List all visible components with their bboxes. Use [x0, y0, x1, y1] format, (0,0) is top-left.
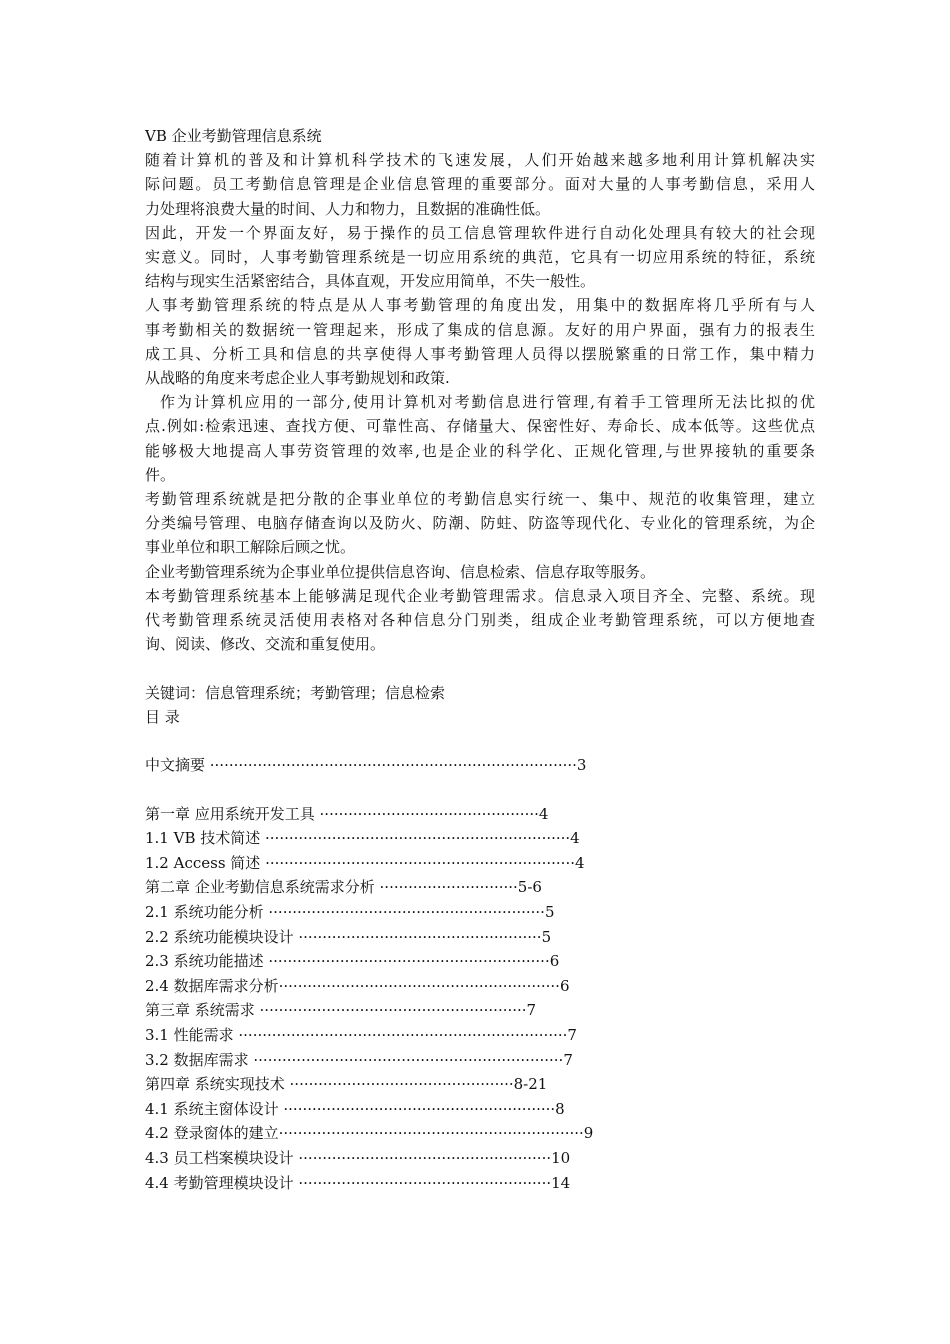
paragraph-line: 随着计算机的普及和计算机科学技术的飞速发展，人们开始越来越多地利用计算机解决实 — [145, 151, 815, 170]
paragraph — [145, 390, 815, 487]
toc-entry: 2.3 系统功能描述 ···························································6 — [145, 952, 560, 971]
toc-entry: 第四章 系统实现技术 ···············································8-21 — [145, 1075, 548, 1094]
document-page — [145, 124, 815, 1195]
paragraph-line: 代考勤管理系统灵活使用表格对各种信息分门别类，组成企业考勤管理系统，可以方便地查 — [145, 611, 815, 630]
keywords-line: 关键词：信息管理系统；考勤管理；信息检索 — [145, 683, 446, 702]
paragraph-line: 企业考勤管理系统为企事业单位提供信息咨询、信息检索、信息存取等服务。 — [145, 562, 656, 581]
document-title: VB 企业考勤管理信息系统 — [145, 127, 322, 145]
spacer — [145, 656, 815, 680]
toc-entry: 2.2 系统功能模块设计 ···················································5 — [145, 927, 552, 946]
paragraph-line: 实意义。同时，人事考勤管理系统是一切应用系统的典范，它具有一切应用系统的特征，系统 — [145, 248, 815, 267]
paragraph — [145, 293, 815, 390]
table-of-contents — [145, 802, 815, 1196]
toc-entry: 1.2 Access 简述 ·································································4 — [145, 853, 585, 872]
paragraph-line: 结构与现实生活紧密结合，具体直观，开发应用简单，不失一般性。 — [145, 272, 596, 291]
paragraph — [145, 584, 815, 657]
toc-entry: 第一章 应用系统开发工具 ··············································4 — [145, 804, 549, 823]
paragraph-line: 事考勤相关的数据统一管理起来，形成了集成的信息源。友好的用户界面，强有力的报表生 — [145, 320, 815, 339]
paragraph-line: 从战略的角度来考虑企业人事考勤规划和政策. — [145, 369, 450, 388]
paragraph-line: 点.例如:检索迅速、查找方便、可靠性高、存储量大、保密性好、寿命长、成本低等。这些优点 — [145, 417, 815, 436]
toc-entry: 第三章 系统需求 ························································7 — [145, 1001, 537, 1020]
body-paragraphs — [145, 148, 815, 656]
toc-entry: 4.1 系统主窗体设计 ·························································8 — [145, 1099, 565, 1118]
paragraph-line: 本考勤管理系统基本上能够满足现代企业考勤管理需求。信息录入项目齐全、完整、系统。现 — [145, 586, 815, 605]
toc-entry: 3.1 性能需求 ·····································································7 — [145, 1025, 577, 1044]
paragraph-line: 件。 — [145, 465, 176, 484]
toc-entry: 3.2 数据库需求 ·································································7 — [145, 1050, 573, 1069]
spacer — [145, 777, 815, 801]
toc-entry: 1.1 VB 技术简述 ································································4 — [145, 829, 580, 848]
toc-entry: 2.1 系统功能分析 ··························································5 — [145, 903, 555, 922]
paragraph-line: 力处理将浪费大量的时间、人力和物力，且数据的准确性低。 — [145, 199, 551, 218]
paragraph-line: 因此，开发一个界面友好，易于操作的员工信息管理软件进行自动化处理具有较大的社会现 — [145, 223, 815, 242]
toc-entry: 4.4 考勤管理模块设计 ·····················································14 — [145, 1173, 571, 1192]
toc-abstract-entry: 中文摘要 ·············································································3 — [145, 756, 587, 775]
paragraph — [145, 487, 815, 560]
toc-heading: 目 录 — [145, 707, 180, 726]
paragraph — [145, 221, 815, 294]
paragraph-line: 事业单位和职工解除后顾之忧。 — [145, 538, 356, 557]
paragraph — [145, 148, 815, 221]
spacer — [145, 729, 815, 753]
paragraph-line: 人事考勤管理系统的特点是从人事考勤管理的角度出发，用集中的数据库将几乎所有与人 — [145, 296, 815, 315]
paragraph — [145, 560, 815, 584]
paragraph-line: 能够极大地提高人事劳资管理的效率,也是企业的科学化、正规化管理,与世界接轨的重要条 — [145, 441, 815, 460]
paragraph-line: 际问题。员工考勤信息管理是企业信息管理的重要部分。面对大量的人事考勤信息，采用人 — [145, 175, 815, 194]
paragraph-line: 成工具、分析工具和信息的共享使得人事考勤管理人员得以摆脱繁重的日常工作，集中精力 — [145, 344, 815, 363]
paragraph-line: 分类编号管理、电脑存储查询以及防火、防潮、防蛀、防盗等现代化、专业化的管理系统，为企 — [145, 514, 815, 533]
toc-entry: 4.3 员工档案模块设计 ·····················································10 — [145, 1148, 571, 1167]
paragraph-line: 作为计算机应用的一部分,使用计算机对考勤信息进行管理,有着手工管理所无法比拟的优 — [160, 393, 815, 412]
toc-entry: 第二章 企业考勤信息系统需求分析 ·····························5-6 — [145, 878, 542, 897]
paragraph-line: 询、阅读、修改、交流和重复使用。 — [145, 635, 386, 654]
toc-entry: 2.4 数据库需求分析···························································6 — [145, 976, 570, 995]
toc-entry: 4.2 登录窗体的建立································································9 — [145, 1124, 594, 1143]
paragraph-line: 考勤管理系统就是把分散的企事业单位的考勤信息实行统一、集中、规范的收集管理，建立 — [145, 490, 815, 509]
